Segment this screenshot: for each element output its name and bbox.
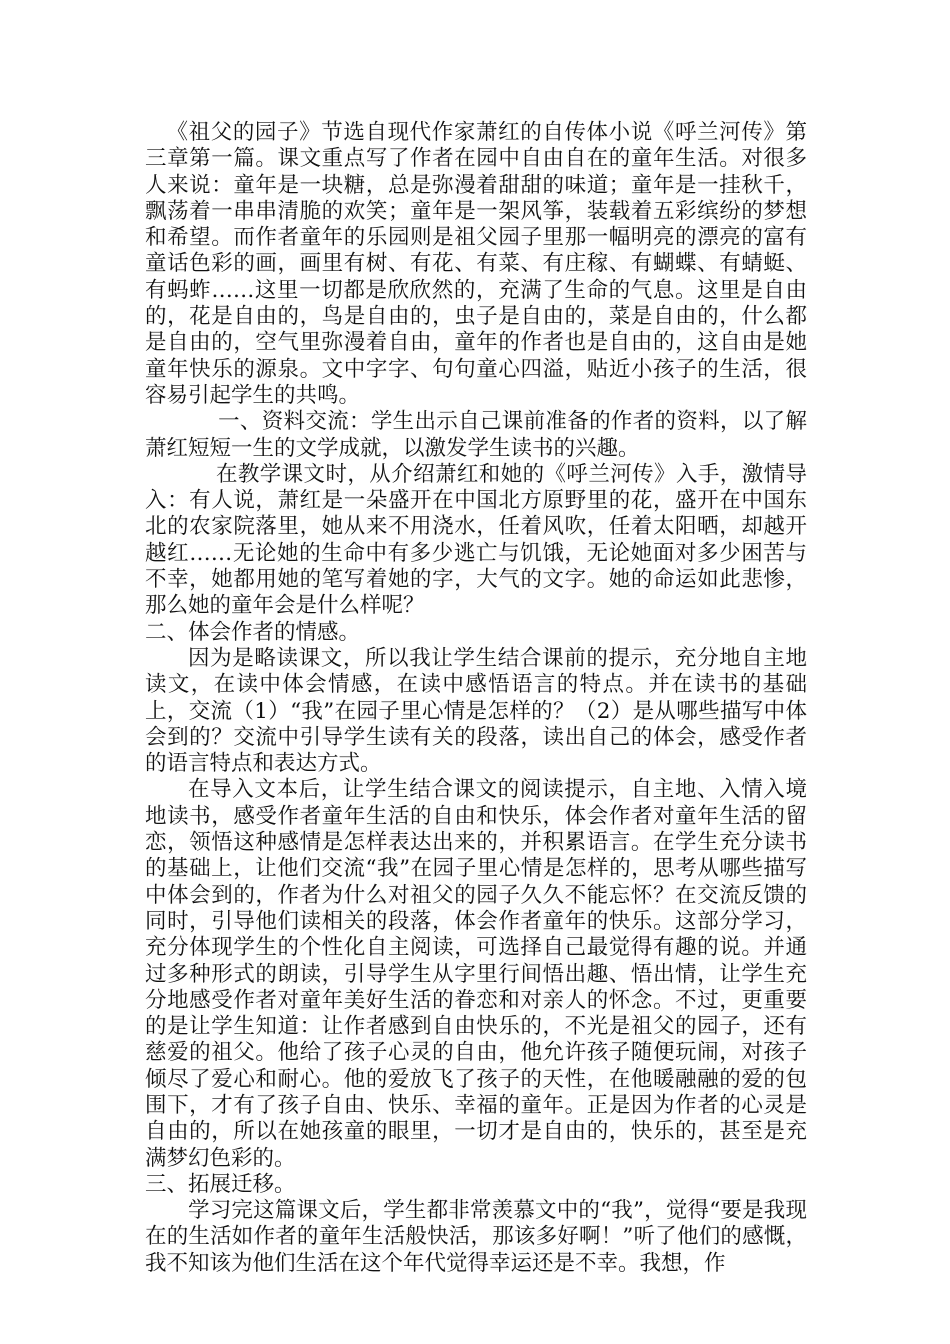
section-two-heading: 二、体会作者的情感。: [145, 619, 361, 645]
extension-paragraph: 学习完这篇课文后，学生都非常羡慕文中的“我”，觉得“要是我现在的生活如作者的童年生活般快活，那该多好啊！”听了他们的感慨，我不知该为他们生活在这个年代觉得幸运还是不幸。我想，作: [145, 1198, 807, 1276]
section-three-heading: 三、拓展迁移。: [145, 1171, 296, 1197]
teaching-intro-paragraph: 在教学课文时，从介绍萧红和她的《呼兰河传》入手，激情导入：有人说，萧红是一朵盛开在中国北方原野里的花，盛开在中国东北的农家院落里，她从来不用浇水，任着风吹，任着太阳晒，却越开越红……无论她的生命中有多少逃亡与饥饿，无论她面对多少困苦与不幸，她都用她的笔写着她的字，大气的文字。她的命运如此悲惨，那么她的童年会是什么样呢？: [145, 461, 807, 619]
reading-paragraph: 因为是略读课文，所以我让学生结合课前的提示，充分地自主地读文，在读中体会情感，在读中感悟语言的特点。并在读书的基础上，交流（1）“我”在园子里心情是怎样的？（2）是从哪些描写中体会到的？交流中引导学生读有关的段落，读出自己的体会，感受作者的语言特点和表达方式。: [145, 645, 807, 777]
guidance-paragraph: 在导入文本后，让学生结合课文的阅读提示，自主地、入情入境地读书，感受作者童年生活的自由和快乐，体会作者对童年生活的留恋，领悟这种感情是怎样表达出来的，并积累语言。在学生充分读书的基础上，让他们交流“我”在园子里心情是怎样的，思考从哪些描写中体会到的，作者为什么对祖父的园子久久不能忘怀？在交流反馈的同时，引导他们读相关的段落，体会作者童年的快乐。这部分学习，充分体现学生的个性化自主阅读，可选择自己最觉得有趣的说。并通过多种形式的朗读，引导学生从字里行间悟出趣、悟出情，让学生充分地感受作者对童年美好生活的眷恋和对亲人的怀念。不过，更重要的是让学生知道：让作者感到自由快乐的，不光是祖父的园子，还有慈爱的祖父。他给了孩子心灵的自由，他允许孩子随便玩闹，对孩子倾尽了爱心和耐心。他的爱放飞了孩子的天性，在他暖融融的爱的包围下，才有了孩子自由、快乐、幸福的童年。正是因为作者的心灵是自由的，所以在她孩童的眼里，一切才是自由的，快乐的，甚至是充满梦幻色彩的。: [145, 777, 807, 1171]
section-one-paragraph: 一、资料交流：学生出示自己课前准备的作者的资料，以了解萧红短短一生的文学成就，以激发学生读书的兴趣。: [145, 409, 807, 461]
document-page: [145, 120, 807, 1277]
intro-paragraph: 《祖父的园子》节选自现代作家萧红的自传体小说《呼兰河传》第三章第一篇。课文重点写了作者在园中自由自在的童年生活。对很多人来说：童年是一块糖，总是弥漫着甜甜的味道；童年是一挂秋千，飘荡着一串串清脆的欢笑；童年是一架风筝，装载着五彩缤纷的梦想和希望。而作者童年的乐园则是祖父园子里那一幅明亮的漂亮的富有童话色彩的画，画里有树、有花、有菜、有庄稼、有蝴蝶、有蜻蜓、有蚂蚱……这里一切都是欣欣然的，充满了生命的气息。这里是自由的，花是自由的，鸟是自由的，虫子是自由的，菜是自由的，什么都是自由的，空气里弥漫着自由，童年的作者也是自由的，这自由是她童年快乐的源泉。文中字字、句句童心四溢，贴近小孩子的生活，很容易引起学生的共鸣。: [145, 120, 807, 408]
